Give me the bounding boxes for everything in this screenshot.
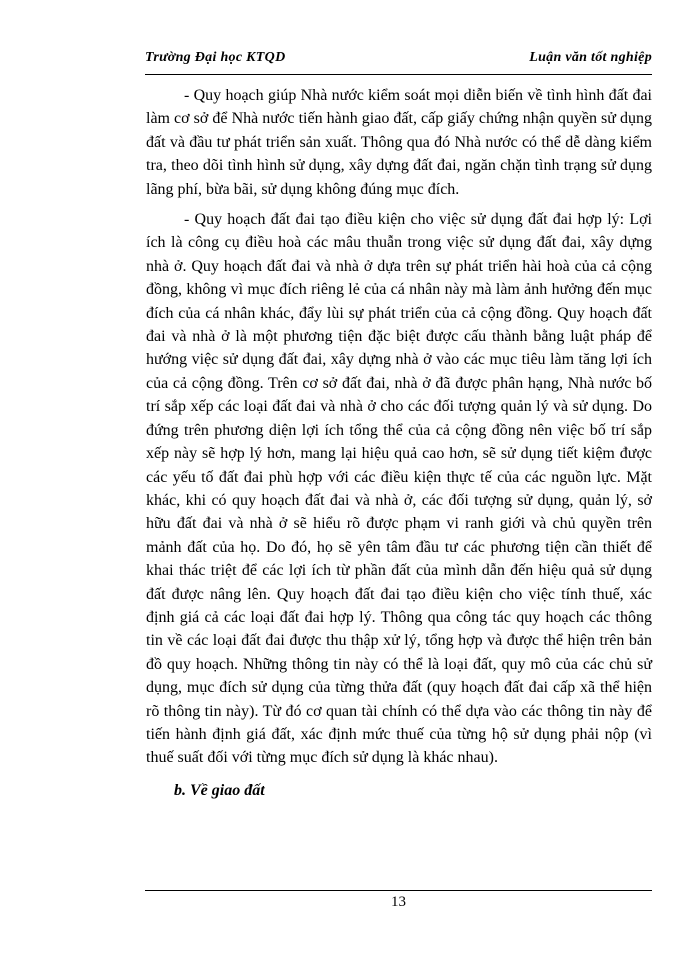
paragraph-planning-control: - Quy hoạch giúp Nhà nước kiểm soát mọi diễn biến về tình hình đất đai làm cơ sở để Nhà nước tiến hành giao đất, cấp giấy chứng nhận quyền sử dụng đất và đầu tư phát triển sản xuất. Thông qua đó Nhà nước có thể dễ dàng kiểm tra, theo dõi tình hình sử dụng, xây dựng đất đai, ngăn chặn tình trạng sử dụng lãng phí, bừa bãi, sử dụng không đúng mục đích.: [146, 87, 652, 198]
header-university: Trường Đại học KTQD: [145, 50, 286, 65]
paragraph-planning-rational-use: - Quy hoạch đất đai tạo điều kiện cho việc sử dụng đất đai hợp lý: Lợi ích là công cụ điều hoà các mâu thuẫn trong việc sử dụng đất đai, xây dựng nhà ở. Quy hoạch đất đai và nhà ở dựa trên sự phát triển hài hoà của cả cộng đồng, không vì mục đích riêng lẻ của cá nhân này mà làm ảnh hưởng đến mục đích của cá nhân khác, đẩy lùi sự phát triển của cả cộng đồng. Quy hoạch đất đai và nhà ở là một phương tiện đặc biệt được cấu thành bằng luật pháp để hướng việc sử dụng đất đai, xây dựng nhà ở vào các mục tiêu làm tăng lợi ích của cả cộng đồng. Trên cơ sở đất đai, nhà ở đã được phân hạng, Nhà nước bố trí sắp xếp các loại đất đai và nhà ở cho các đối tượng quản lý và sử dụng. Do đứng trên phương diện lợi ích tổng thể của cả cộng đồng nên việc bố trí sắp xếp này sẽ hợp lý hơn, mang lại hiệu quả cao hơn, sẽ sử dụng tiết kiệm được các yếu tố đất đai phù hợp với các điều kiện thực tế của các nguồn lực. Mặt khác, khi có quy hoạch đất đai và nhà ở, các đối tượng sử dụng, quản lý, sở hữu đất đai và nhà ở sẽ hiểu rõ được phạm vi ranh giới và chủ quyền trên mảnh đất của họ. Do đó, họ sẽ yên tâm đầu tư các phương tiện cần thiết để khai thác triệt để các lợi ích từ phần đất của mình dẫn đến hiệu quả sử dụng đất được nâng lên. Quy hoạch đất đai tạo điều kiện cho việc tính thuế, xác định giá cả các loại đất đai hợp lý. Thông qua công tác quy hoạch các thông tin về các loại đất đai được thu thập xử lý, tổng hợp và được thể hiện trên bản đồ quy hoạch. Những thông tin này có thể là loại đất, quy mô của các chủ sử dụng, mục đích sử dụng của từng thửa đất (quy hoạch đất đai cấp xã thể hiện rõ thông tin này). Từ đó cơ quan tài chính có thể dựa vào các thông tin này để tiến hành định giá đất, xác định mức thuế của từng hộ sử dụng phải nộp (vì thuế suất đối với từng mục đích sử dụng là khác nhau).: [146, 211, 652, 767]
section-heading-land-allocation: b. Về giao đất: [174, 781, 265, 799]
page-number: 13: [391, 894, 406, 910]
page-header: [145, 50, 652, 78]
header-thesis-label: Luận văn tốt nghiệp: [529, 50, 652, 65]
page-body: [146, 84, 652, 802]
header-divider: [145, 74, 652, 75]
footer-divider: [145, 890, 652, 891]
